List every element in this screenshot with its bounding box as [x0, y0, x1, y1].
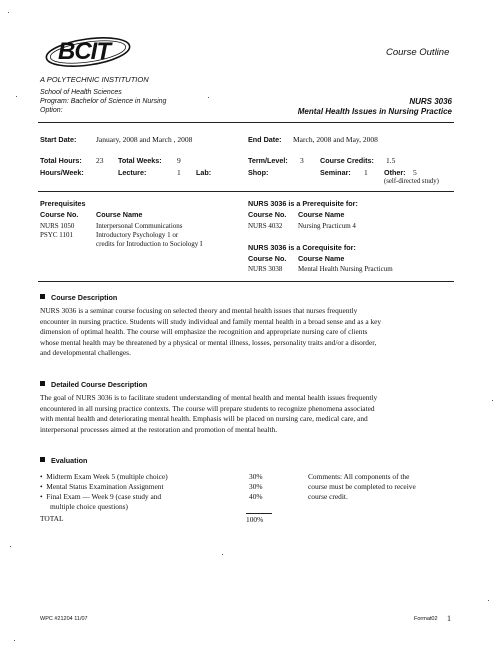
section-bullet-icon	[40, 457, 45, 462]
scan-speck	[14, 640, 15, 641]
coreq-for-row-name: Mental Health Nursing Practicum	[298, 265, 393, 273]
option-label: Option:	[40, 107, 63, 114]
scan-speck	[16, 96, 17, 97]
start-date-value: January, 2008 and March , 2008	[96, 135, 193, 144]
prereq-row-2-name: Introductory Psychology 1 or	[96, 231, 179, 239]
course-code: NURS 3036	[409, 97, 452, 106]
course-description-body: NURS 3036 is a seminar course focusing on selected theory and mental health issues that nurses frequently encounter in nursing practice. Students will study individual and family mental health in a broad sense and as a key dimension of optimal health. The course will emphasize the recognition and appropriate nursing care of clients whose mental health may be threatened by a physical or mental illness, losses, personality traits and/or a disorder, and developmental challenges.	[40, 306, 382, 358]
lecture-value: 1	[177, 168, 181, 177]
coreq-for-col-name: Course Name	[298, 254, 345, 263]
prereq-divider	[38, 281, 454, 282]
course-title: Mental Health Issues in Nursing Practice	[297, 107, 452, 116]
other-note: (self-directed study)	[384, 178, 439, 185]
page-number: 1	[447, 614, 451, 623]
total-weeks-label: Total Weeks:	[118, 156, 162, 165]
evaluation-pct: 40%	[249, 492, 263, 501]
section-bullet-icon	[40, 294, 45, 299]
prereq-row-3-name: credits for Introduction to Sociology I	[96, 240, 203, 248]
prereq-row-1-name: Interpersonal Communications	[96, 222, 183, 230]
coreq-for-row-no: NURS 3038	[248, 265, 283, 273]
course-credits-value: 1.5	[386, 156, 396, 165]
bcit-logo	[40, 32, 132, 72]
schedule-divider	[38, 191, 454, 192]
evaluation-pct: 30%	[249, 472, 263, 481]
evaluation-heading: Evaluation	[40, 456, 87, 465]
detailed-description-heading: Detailed Course Description	[40, 380, 147, 389]
seminar-value: 1	[364, 168, 368, 177]
shop-label: Shop:	[248, 168, 269, 177]
prereq-for-row-no: NURS 4032	[248, 222, 283, 230]
footer-format: Format02	[414, 616, 438, 622]
bullet-dot-icon: •	[40, 492, 47, 501]
other-value: 5	[413, 168, 417, 177]
detailed-description-body: The goal of NURS 3036 is to facilitate student understanding of mental health and mental health issues frequently encountered in all nursing practice contexts. The course will prepare students to recognize phenomena associated with mental health and deteriorating mental health. Emphasis will be placed on nursing care, medical care, and interpersonal processes aimed at the restoration and promotion of mental health.	[40, 393, 378, 434]
total-weeks-value: 9	[177, 156, 181, 165]
school-name: School of Health Sciences	[40, 89, 122, 96]
prereq-col-course-no: Course No.	[40, 210, 79, 219]
evaluation-item: • Mental Status Examination Assignment	[40, 482, 164, 491]
start-date-label: Start Date:	[40, 135, 77, 144]
coreq-for-heading: NURS 3036 is a Corequisite for:	[248, 243, 356, 252]
evaluation-pct: 30%	[249, 482, 263, 491]
evaluation-total-label: TOTAL	[40, 514, 64, 523]
coreq-for-col-no: Course No.	[248, 254, 287, 263]
evaluation-item-continued: multiple choice questions)	[50, 502, 128, 511]
document-title: Course Outline	[386, 47, 450, 58]
scan-speck	[488, 600, 489, 601]
term-level-label: Term/Level:	[248, 156, 288, 165]
prereq-for-heading: NURS 3036 is a Prerequisite for:	[248, 199, 358, 208]
evaluation-total-rule	[246, 513, 272, 514]
evaluation-item: • Final Exam — Week 9 (case study and	[40, 492, 162, 501]
scan-speck	[208, 97, 209, 98]
other-label: Other:	[384, 168, 406, 177]
program-name: Program: Bachelor of Science in Nursing	[40, 98, 167, 105]
total-hours-label: Total Hours:	[40, 156, 82, 165]
prereq-for-row-name: Nursing Practicum 4	[298, 222, 356, 230]
lecture-label: Lecture:	[118, 168, 147, 177]
evaluation-total-pct: 100%	[246, 515, 264, 524]
header-divider	[38, 122, 454, 123]
scan-speck	[222, 554, 223, 555]
bullet-dot-icon: •	[40, 472, 47, 481]
evaluation-item: • Midterm Exam Week 5 (multiple choice)	[40, 472, 168, 481]
logo-text: BCIT	[58, 38, 110, 65]
course-description-heading: Course Description	[40, 293, 117, 302]
scan-speck	[492, 400, 493, 401]
prereq-col-course-name: Course Name	[96, 210, 143, 219]
scan-speck	[10, 546, 11, 547]
institution-tagline: A POLYTECHNIC INSTITUTION	[40, 75, 149, 84]
prereq-for-col-no: Course No.	[248, 210, 287, 219]
scan-speck	[8, 12, 9, 13]
course-credits-label: Course Credits:	[320, 156, 374, 165]
prereq-row-1-no: NURS 1050	[40, 222, 75, 230]
bullet-dot-icon: •	[40, 482, 47, 491]
end-date-label: End Date:	[248, 135, 282, 144]
seminar-label: Seminar:	[320, 168, 351, 177]
hours-week-label: Hours/Week:	[40, 168, 84, 177]
prerequisites-heading: Prerequisites	[40, 199, 86, 208]
term-level-value: 3	[300, 156, 304, 165]
prereq-row-2-no: PSYC 1101	[40, 231, 74, 239]
footer-left: WPC #21204 11/07	[40, 616, 88, 622]
section-bullet-icon	[40, 381, 45, 386]
lab-label: Lab:	[196, 168, 212, 177]
prereq-for-col-name: Course Name	[298, 210, 345, 219]
end-date-value: March, 2008 and May, 2008	[293, 135, 378, 144]
total-hours-value: 23	[96, 156, 104, 165]
evaluation-comments: Comments: All components of the course must be completed to receive course credit.	[308, 472, 416, 501]
